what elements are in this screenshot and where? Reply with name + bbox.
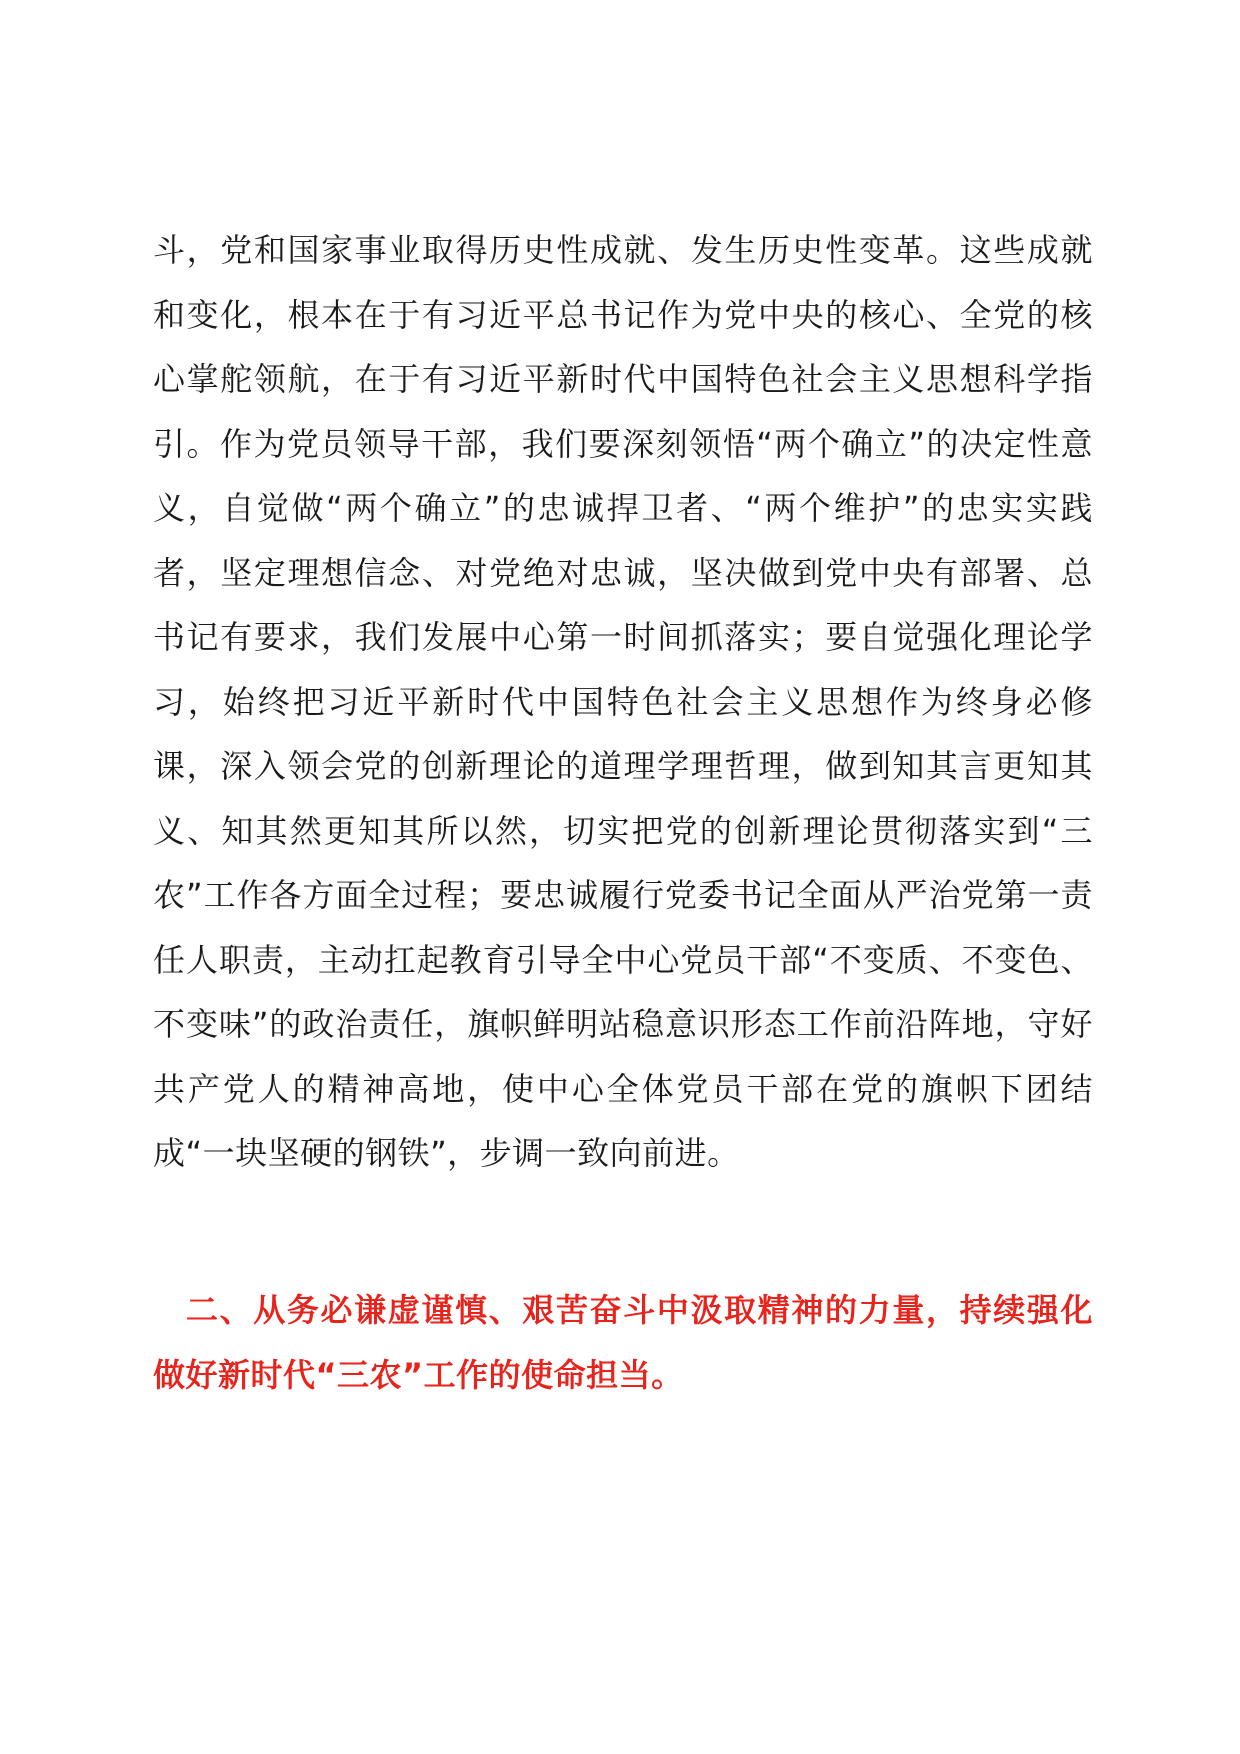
section-heading: 二、从务必谦虚谨慎、艰苦奋斗中汲取精神的力量，持续强化做好新时代“三农”工作的使命担当。: [153, 1291, 1093, 1394]
body-paragraph: 斗，党和国家事业取得历史性成就、发生历史性变革。这些成就和变化，根本在于有习近平总书记作为党中央的核心、全党的核心掌舵领航，在于有习近平新时代中国特色社会主义思想科学指引。作为党员领导干部，我们要深刻领悟“两个确立”的决定性意义，自觉做“两个确立”的忠诚捍卫者、“两个维护”的忠实实践者，坚定理想信念、对党绝对忠诚，坚决做到党中央有部署、总书记有要求，我们发展中心第一时间抓落实；要自觉强化理论学习，始终把习近平新时代中国特色社会主义思想作为终身必修课，深入领会党的创新理论的道理学理哲理，做到知其言更知其义、知其然更知其所以然，切实把党的创新理论贯彻落实到“三农”工作各方面全过程；要忠诚履行党委书记全面从严治党第一责任人职责，主动扛起教育引导全中心党员干部“不变质、不变色、不变味”的政治责任，旗帜鲜明站稳意识形态工作前沿阵地，守好共产党人的精神高地，使中心全体党员干部在党的旗帜下团结成“一块坚硬的钢铁”，步调一致向前进。: [153, 231, 1093, 1172]
